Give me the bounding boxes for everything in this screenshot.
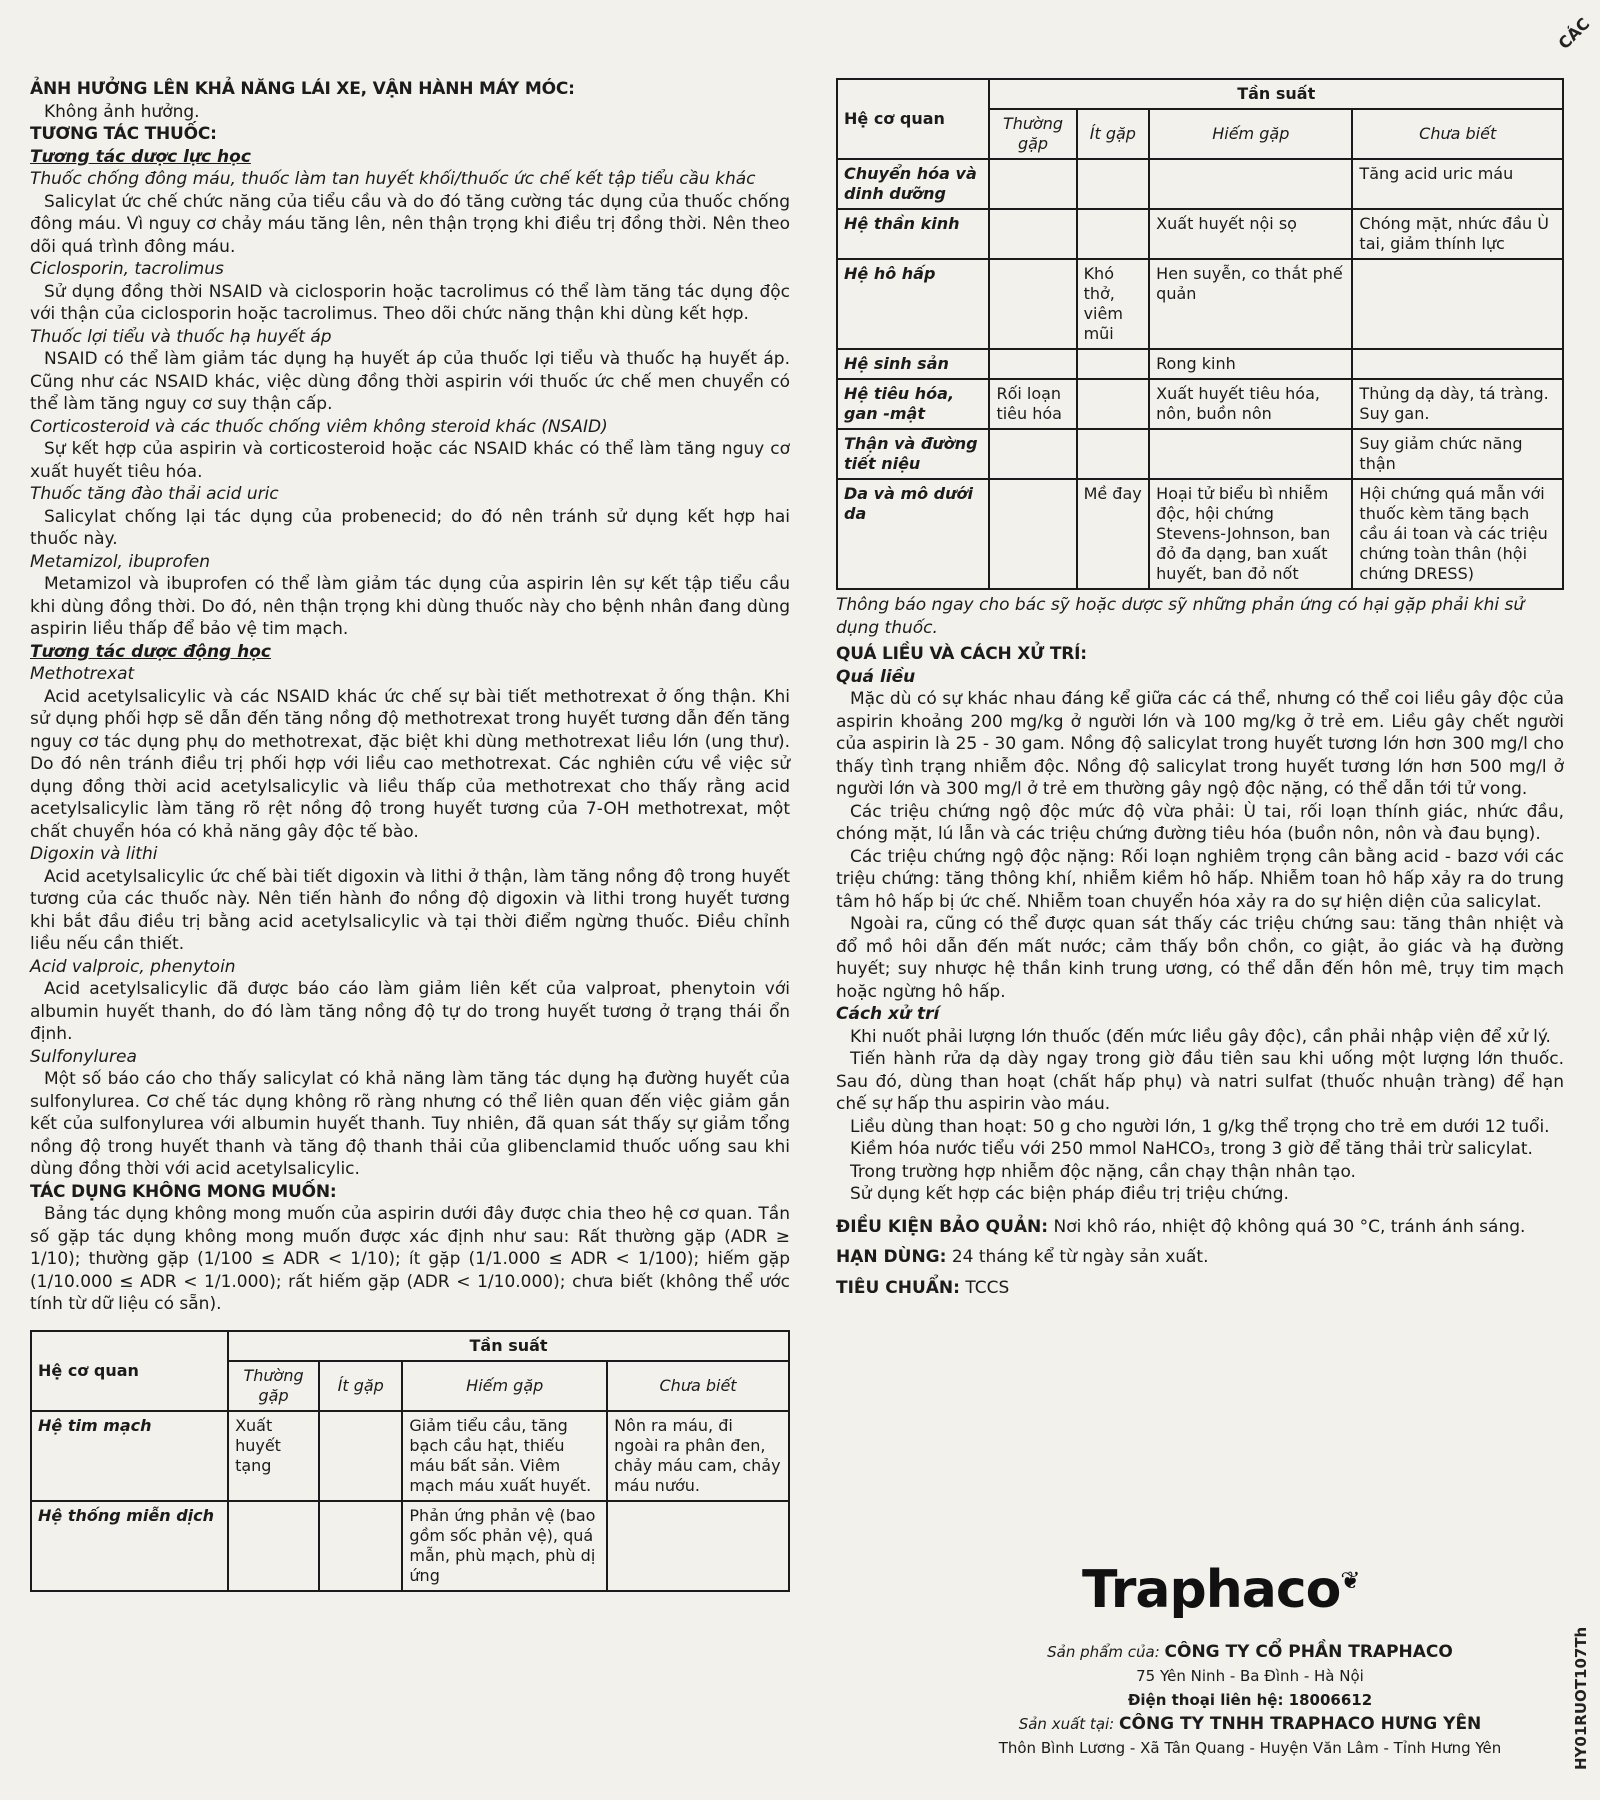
cell-rare: Phản ứng phản vệ (bao gồm sốc phản vệ), quá mẫn, phù mạch, phù dị ứng <box>402 1501 607 1591</box>
standard-line <box>836 1277 1564 1300</box>
storage-line <box>836 1216 1564 1239</box>
pd-item-body: Sử dụng đồng thời NSAID và ciclosporin hoặc tacrolimus có thể làm tăng tác dụng độc với thận của ciclosporin hoặc tacrolimus. Theo dõi chức năng thận khi dùng kết hợp. <box>30 281 790 324</box>
pd-item-body: Metamizol và ibuprofen có thể làm giảm tác dụng của aspirin lên sự kết tập tiểu cầu khi dùng đồng thời. Do đó, nên thận trọng khi dùng thuốc này cho bệnh nhân đang dùng aspirin liều thấp để bảo vệ tim mạch. <box>30 574 790 639</box>
table-row <box>837 429 1563 479</box>
driving-text: Không ảnh hưởng. <box>44 101 200 122</box>
cell-system: Hệ tiêu hóa, gan -mật <box>837 379 989 429</box>
cell-common: Rối loạn tiêu hóa <box>989 379 1076 429</box>
cell-common <box>989 209 1076 259</box>
storage-text: Nơi khô ráo, nhiệt độ không quá 30 °C, tránh ánh sáng. <box>1053 1216 1526 1237</box>
product-code: HY01RUOT107Th <box>1572 1626 1590 1770</box>
heading-interactions: TƯƠNG TÁC THUỐC: <box>30 124 217 144</box>
cell-unknown <box>1352 259 1563 349</box>
table-row <box>837 159 1563 209</box>
cell-rare: Hoại tử biểu bì nhiễm độc, hội chứng Stevens-Johnson, ban đỏ đa dạng, ban xuất huyết, ban đỏ nốt <box>1149 479 1352 589</box>
table-row <box>837 479 1563 589</box>
made-at-line <box>930 1712 1570 1736</box>
cell-uncommon <box>1077 209 1150 259</box>
pk-title: Tương tác dược động học <box>30 641 272 662</box>
pd-item-body: Sự kết hợp của aspirin và corticosteroid hoặc các NSAID khác có thể làm tăng nguy cơ xuất huyết tiêu hóa. <box>30 439 790 482</box>
cell-system: Hệ thần kinh <box>837 209 989 259</box>
cell-rare: Hen suyễn, co thắt phế quản <box>1149 259 1352 349</box>
cell-uncommon <box>1077 159 1150 209</box>
treatment-para: Khi nuốt phải lượng lớn thuốc (đến mức liều gây độc), cần phải nhập viện để xử lý. <box>850 1026 1551 1047</box>
treatment-line: Trong trường hợp nhiễm độc nặng, cần chạy thận nhân tạo. <box>850 1161 1356 1182</box>
cell-unknown: Suy giảm chức năng thận <box>1352 429 1563 479</box>
corner-text: CÁC <box>1554 14 1594 53</box>
treatment-line: Kiềm hóa nước tiểu với 250 mmol NaHCO₃, trong 3 giờ để tăng thải trừ salicylat. <box>850 1139 1533 1159</box>
cell-unknown: Chóng mặt, nhức đầu Ù tai, giảm thính lực <box>1352 209 1563 259</box>
overdose-para: Mặc dù có sự khác nhau đáng kể giữa các cá thể, nhưng có thể coi liều gây độc của aspirin khoảng 200 mg/kg ở người lớn và 100 mg/kg ở trẻ em. Liều gây chết người của aspirin là 25 - 30 gam. Nồng độ salicylat trong huyết tương lớn hơn 300 mg/l cho thấy tình trạng nhiễm độc. Nồng độ salicylat trong huyết tương lớn hơn 500 mg/l ở người lớn và 300 mg/l ở trẻ em thường gây ngộ độc nặng, có thể dẫn tới tử vong. <box>836 689 1564 799</box>
pk-list <box>30 663 790 1181</box>
cell-uncommon <box>1077 379 1150 429</box>
product-of-label: Sản phẩm của: <box>1047 1643 1160 1661</box>
cell-unknown: Thủng dạ dày, tá tràng. Suy gan. <box>1352 379 1563 429</box>
cell-common <box>989 349 1076 379</box>
col-uncommon: Ít gặp <box>319 1361 402 1411</box>
right-column <box>836 78 1564 1307</box>
cell-system: Thận và đường tiết niệu <box>837 429 989 479</box>
cell-unknown: Hội chứng quá mẫn với thuốc kèm tăng bạch cầu ái toan và các triệu chứng toàn thân (hội chứng DRESS) <box>1352 479 1563 589</box>
cell-system: Hệ thống miễn dịch <box>31 1501 228 1591</box>
company-info <box>930 1640 1570 1760</box>
cell-rare: Xuất huyết nội sọ <box>1149 209 1352 259</box>
adr-table-right <box>836 78 1564 590</box>
pd-item-body: Salicylat ức chế chức năng của tiểu cầu và do đó tăng cường tác dụng của thuốc chống đông máu. Vì nguy cơ chảy máu tăng lên, nên thận trọng khi điều trị đồng thời. Nên theo dõi quá trình đông máu. <box>30 191 790 257</box>
cell-rare: Xuất huyết tiêu hóa, nôn, buồn nôn <box>1149 379 1352 429</box>
report-notice: Thông báo ngay cho bác sỹ hoặc dược sỹ những phản ứng có hại gặp phải khi sử dụng thuốc. <box>836 595 1525 638</box>
table-row <box>31 1411 789 1501</box>
cell-system: Da và mô dưới da <box>837 479 989 589</box>
table-row <box>837 259 1563 349</box>
cell-uncommon: Khó thở, viêm mũi <box>1077 259 1150 349</box>
expiry-line <box>836 1246 1564 1269</box>
pk-item-title: Digoxin và lithi <box>30 844 158 864</box>
phone-line: Điện thoại liên hệ: 18006612 <box>1127 1691 1373 1709</box>
product-of-company: CÔNG TY CỔ PHẦN TRAPHACO <box>1164 1642 1453 1662</box>
expiry-label: HẠN DÙNG: <box>836 1247 947 1267</box>
expiry-text: 24 tháng kể từ ngày sản xuất. <box>951 1247 1209 1267</box>
cell-unknown: Nôn ra máu, đi ngoài ra phân đen, chảy máu cam, chảy máu nướu. <box>607 1411 789 1501</box>
cell-uncommon <box>319 1411 402 1501</box>
heading-overdose: QUÁ LIỀU VÀ CÁCH XỬ TRÍ: <box>836 644 1087 664</box>
cell-system: Chuyển hóa và dinh dưỡng <box>837 159 989 209</box>
pd-item-title: Thuốc lợi tiểu và thuốc hạ huyết áp <box>30 326 332 347</box>
cell-common <box>989 479 1076 589</box>
cell-uncommon <box>1077 349 1150 379</box>
cell-rare <box>1149 429 1352 479</box>
pk-item-body: Một số báo cáo cho thấy salicylat có khả năng làm tăng tác dụng hạ đường huyết của sulfonylurea. Cơ chế tác dụng không rõ ràng nhưng có thể liên quan đến việc giảm gắn kết của sulfonylurea với albumin huyết thanh. Tuy nhiên, đã quan sát thấy sự giảm tổng nồng độ trong huyết thanh và tăng độ thanh thải của glibenclamid thuốc uống sau khi dùng đồng thời với acid acetylsalicylic. <box>30 1069 790 1179</box>
pd-list <box>30 168 790 641</box>
col-organ: Hệ cơ quan <box>31 1331 228 1411</box>
cell-rare <box>1149 159 1352 209</box>
cell-system: Hệ sinh sản <box>837 349 989 379</box>
standard-text: TCCS <box>965 1277 1010 1298</box>
cell-rare: Giảm tiểu cầu, tăng bạch cầu hạt, thiếu máu bất sản. Viêm mạch máu xuất huyết. <box>402 1411 607 1501</box>
table-row <box>837 209 1563 259</box>
col-rare: Hiếm gặp <box>1149 109 1352 159</box>
pk-item-title: Methotrexat <box>30 664 135 684</box>
pd-item-title: Metamizol, ibuprofen <box>30 551 211 572</box>
col-unknown: Chưa biết <box>1352 109 1563 159</box>
cell-system: Hệ tim mạch <box>31 1411 228 1501</box>
pd-title: Tương tác dược lực học <box>30 146 251 167</box>
left-column <box>30 78 790 1592</box>
pk-item-title: Acid valproic, phenytoin <box>30 956 236 977</box>
storage-block <box>836 1216 1564 1300</box>
col-rare: Hiếm gặp <box>402 1361 607 1411</box>
cell-uncommon: Mề đay <box>1077 479 1150 589</box>
heading-driving: ẢNH HƯỞNG LÊN KHẢ NĂNG LÁI XE, VẬN HÀNH MÁY MÓC: <box>30 79 575 99</box>
pk-item-body: Acid acetylsalicylic đã được báo cáo làm giảm liên kết của valproat, phenytoin với albumin huyết thanh, do đó làm tăng nồng độ tự do trong huyết tương ở trạng thái ổn định. <box>30 979 790 1044</box>
col-common: Thường gặp <box>228 1361 319 1411</box>
table-row <box>31 1501 789 1591</box>
pd-item-body: NSAID có thể làm giảm tác dụng hạ huyết áp của thuốc lợi tiểu và thuốc hạ huyết áp. Cũng như các NSAID khác, việc dùng đồng thời aspirin với thuốc ức chế men chuyển có thể làm tăng nguy cơ suy thận cấp. <box>30 349 790 414</box>
treatment-para: Tiến hành rửa dạ dày ngay trong giờ đầu tiên sau khi uống một lượng lớn thuốc. Sau đó, dùng than hoạt (chất hấp phụ) và natri sulfat (thuốc nhuận tràng) để hạn chế sự hấp thu aspirin vào máu. <box>836 1049 1564 1114</box>
logo-text: Traphaco <box>1082 1560 1341 1620</box>
cell-common <box>228 1501 319 1591</box>
product-of-line <box>930 1640 1570 1664</box>
pk-item-body: Acid acetylsalicylic ức chế bài tiết digoxin và lithi ở thận, làm tăng nồng độ trong huyết tương của các thuốc này. Nên tiến hành đo nồng độ digoxin và lithi trong huyết tương khi bắt đầu điều trị bằng acid acetylsalicylic và tại thời điểm ngừng thuốc. Điều chỉnh liều nếu cần thiết. <box>30 866 790 954</box>
overdose-para: Ngoài ra, cũng có thể được quan sát thấy các triệu chứng sau: tăng thân nhiệt và đổ mồ hôi dẫn đến mất nước; cảm thấy bồn chồn, co giật, ảo giác và hạ đường huyết; suy nhược hệ thần kinh trung ương, có thể dẫn đến hôn mê, trụy tim mạch hoặc ngừng hô hấp. <box>836 914 1564 1002</box>
overdose-para: Các triệu chứng ngộ độc nặng: Rối loạn nghiêm trọng cân bằng acid - bazơ với các triệu chứng: tăng thông khí, nhiễm kiềm hô hấp. Nhiễm toan hô hấp xảy ra do trung tâm hô hấp bị ức chế. Nhiễm toan chuyển hóa xảy ra do sự hiện diện của salicylat. <box>836 846 1564 912</box>
address-2: Thôn Bình Lương - Xã Tân Quang - Huyện Văn Lâm - Tỉnh Hưng Yên <box>998 1739 1502 1757</box>
adr-table-left <box>30 1330 790 1592</box>
pk-item-body: Acid acetylsalicylic và các NSAID khác ức chế sự bài tiết methotrexat ở ống thận. Khi sử dụng phối hợp sẽ dẫn đến tăng nồng độ methotrexat trong huyết tương dẫn đến tăng nguy cơ tác dụng phụ do methotrexat, đặc biệt khi dùng methotrexat liều lớn (ung thư). Do đó nên tránh điều trị phối hợp với liều cao methotrexat. Các nghiên cứu về việc sử dụng đồng thời acid acetylsalicylic và liều thấp của methotrexat cho thấy rằng acid acetylsalicylic làm tăng rõ rệt nồng độ trong huyết tương của 7-OH methotrexat, một chất chuyển hóa có khả năng gây độc tế bào. <box>30 686 790 842</box>
pd-item-body: Salicylat chống lại tác dụng của probenecid; do đó nên tránh sử dụng kết hợp hai thuốc này. <box>30 506 790 549</box>
col-unknown: Chưa biết <box>607 1361 789 1411</box>
traphaco-logo <box>1082 1560 1359 1620</box>
adr-intro: Bảng tác dụng không mong muốn của aspirin dưới đây được chia theo hệ cơ quan. Tần số gặp tác dụng không mong muốn được xác định như sau: Rất thường gặp (ADR ≥ 1/10); thường gặp (1/100 ≤ ADR < 1/10); ít gặp (1/1.000 ≤ ADR < 1/100); hiếm gặp (1/10.000 ≤ ADR < 1/1.000); rất hiếm gặp (ADR < 1/10.000); chưa biết (không thể ước tính từ dữ liệu có sẵn). <box>30 1204 790 1314</box>
col-frequency: Tần suất <box>989 79 1563 109</box>
col-uncommon: Ít gặp <box>1077 109 1150 159</box>
treatment-line: Sử dụng kết hợp các biện pháp điều trị triệu chứng. <box>850 1184 1289 1204</box>
made-at-company: CÔNG TY TNHH TRAPHACO HƯNG YÊN <box>1119 1714 1482 1734</box>
col-organ: Hệ cơ quan <box>837 79 989 159</box>
pk-item-title: Sulfonylurea <box>30 1046 137 1067</box>
col-frequency: Tần suất <box>228 1331 789 1361</box>
made-at-label: Sản xuất tại: <box>1018 1715 1115 1733</box>
treatment-title: Cách xử trí <box>836 1004 940 1024</box>
pd-item-title: Ciclosporin, tacrolimus <box>30 259 224 279</box>
pd-item-title: Thuốc chống đông máu, thuốc làm tan huyết khối/thuốc ức chế kết tập tiểu cầu khác <box>30 169 756 189</box>
cell-uncommon <box>1077 429 1150 479</box>
cell-common: Xuất huyết tạng <box>228 1411 319 1501</box>
overdose-title: Quá liều <box>836 666 916 687</box>
table-row <box>837 379 1563 429</box>
heading-adverse-effects: TÁC DỤNG KHÔNG MONG MUỐN: <box>30 1181 337 1202</box>
overdose-para: Các triệu chứng ngộ độc mức độ vừa phải: Ù tai, rối loạn thính giác, nhức đầu, chóng mặt, lú lẫn và các triệu chứng đường tiêu hóa (buồn nôn, nôn và đau bụng). <box>836 801 1564 844</box>
col-common: Thường gặp <box>989 109 1076 159</box>
treatment-line: Liều dùng than hoạt: 50 g cho người lớn, 1 g/kg thể trọng cho trẻ em dưới 12 tuổi. <box>850 1116 1550 1137</box>
cell-common <box>989 159 1076 209</box>
cell-common <box>989 429 1076 479</box>
standard-label: TIÊU CHUẨN: <box>836 1277 960 1298</box>
cell-system: Hệ hô hấp <box>837 259 989 349</box>
pd-item-title: Thuốc tăng đào thải acid uric <box>30 484 279 504</box>
storage-label: ĐIỀU KIỆN BẢO QUẢN: <box>836 1216 1049 1237</box>
cell-uncommon <box>319 1501 402 1591</box>
cell-unknown <box>1352 349 1563 379</box>
cell-common <box>989 259 1076 349</box>
cell-unknown: Tăng acid uric máu <box>1352 159 1563 209</box>
address-1: 75 Yên Ninh - Ba Đình - Hà Nội <box>1136 1667 1364 1685</box>
cell-unknown <box>607 1501 789 1591</box>
logo-mark-icon: ❦ <box>1340 1566 1360 1595</box>
cell-rare: Rong kinh <box>1149 349 1352 379</box>
pd-item-title: Corticosteroid và các thuốc chống viêm không steroid khác (NSAID) <box>30 416 608 437</box>
table-row <box>837 349 1563 379</box>
